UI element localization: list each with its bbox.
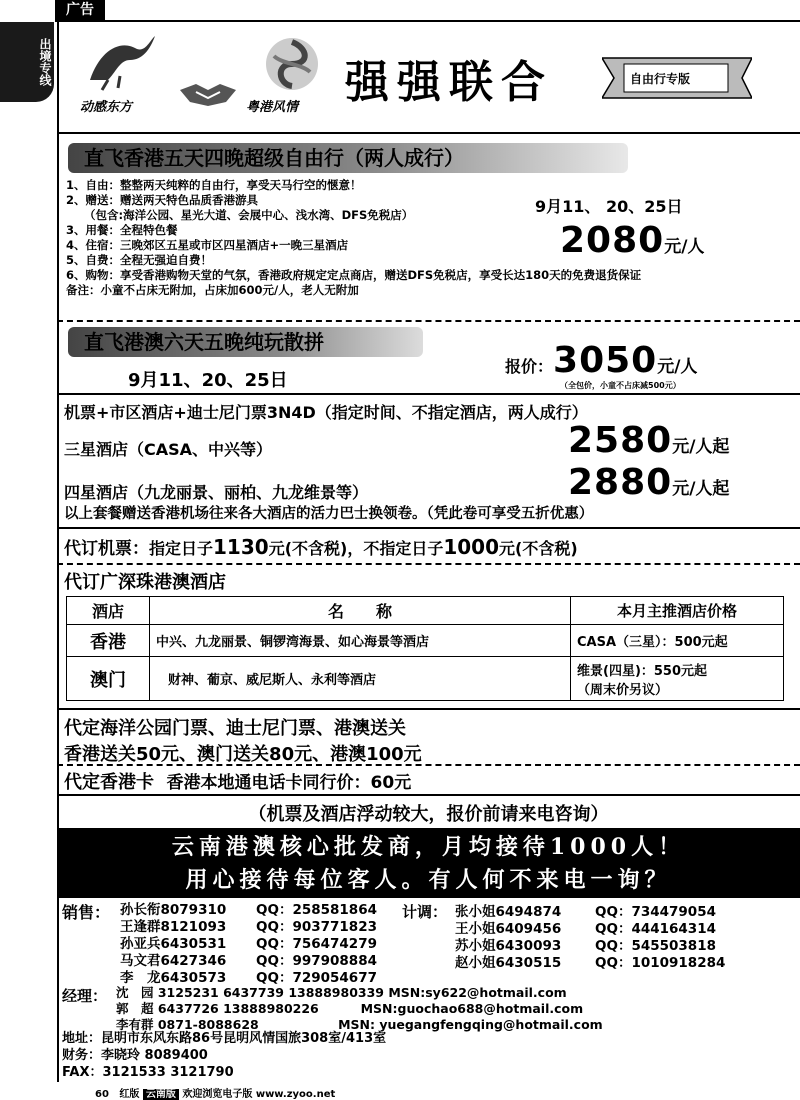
logo2-caption: 粤港风情 bbox=[246, 100, 299, 115]
footer-region: 云南版 bbox=[143, 1089, 179, 1100]
manager-row: 郭 超 6437726 13888980226 MSN:guochao688@hotmail.com bbox=[116, 1001, 584, 1016]
pkg3-unit: 元/人起 bbox=[672, 437, 730, 457]
pkg3-note: 以上套餐赠送香港机场往来各大酒店的活力巴士换领卷。（凭此卷可享受五折优惠） bbox=[64, 506, 594, 522]
sales-list bbox=[120, 902, 377, 987]
footer-site: 欢迎浏览电子版 www.zyoo.net bbox=[182, 1089, 336, 1100]
sales-label: 销售： bbox=[62, 903, 111, 922]
pkg1-title: 直飞香港五天四晚超级自由行（两人成行） bbox=[68, 143, 628, 173]
pkg2-price: 3050 bbox=[553, 340, 658, 381]
planning-list bbox=[455, 904, 725, 972]
pkg1-item: 4、住宿：三晚郊区五星或市区四星酒店+一晚三星酒店 bbox=[66, 238, 349, 252]
contact-row: 孙长衔8079310 QQ：258581864 bbox=[120, 902, 377, 918]
pkg2-price-note: （全包价，小童不占床减500元） bbox=[560, 381, 681, 390]
tickets-title: 代定海洋公园门票、迪士尼门票、港澳送关 bbox=[64, 718, 406, 739]
divider bbox=[57, 794, 800, 796]
pkg1-dates: 9月11、 20、25日 bbox=[535, 197, 683, 216]
pkg3-unit: 元/人起 bbox=[672, 479, 730, 499]
table-row bbox=[67, 625, 784, 657]
card-title: 代定香港卡 bbox=[64, 772, 154, 793]
divider bbox=[57, 132, 800, 134]
manager-row: 沈 园 3125231 6437739 13888980339 MSN:sy622@hotmail.com bbox=[116, 985, 567, 1000]
hotel-names: 财神、葡京、威尼斯人、永利等酒店 bbox=[150, 657, 571, 701]
hotel-city: 香港 bbox=[67, 625, 150, 657]
contact-row: 苏小姐6430093 QQ：545503818 bbox=[455, 938, 716, 954]
ad-tag: 广告 bbox=[55, 0, 105, 20]
dragon-logo-icon bbox=[80, 30, 160, 92]
ribbon-label: 自由行专版 bbox=[630, 72, 691, 86]
pkg3-star3-price-block bbox=[568, 420, 729, 461]
pkg1-item: 备注：小童不占床无附加，占床加600元/人，老人无附加 bbox=[66, 283, 359, 297]
pkg2-price-block bbox=[505, 340, 697, 381]
pkg1-item: （包含:海洋公园、星光大道、会展中心、浅水湾、DFS免税店） bbox=[84, 208, 414, 222]
handshake-icon bbox=[178, 74, 238, 108]
pkg3-star3-price: 2580 bbox=[568, 420, 673, 461]
pkg3-star4: 四星酒店（九龙丽景、丽柏、九龙维景等） bbox=[64, 483, 369, 502]
pkg2-price-label: 报价： bbox=[505, 357, 554, 376]
card-line bbox=[64, 768, 411, 794]
pkg3-star4-price-block bbox=[568, 462, 729, 503]
air-t1: 指定日子 bbox=[149, 539, 214, 558]
table-header-row bbox=[67, 597, 784, 625]
manager-row: 李有群 0871-8088628 MSN: yuegangfengqing@hotmail.com bbox=[116, 1017, 603, 1032]
divider bbox=[57, 527, 800, 529]
air-t2: 元(不含税)，不指定日子 bbox=[268, 539, 444, 558]
air-p2: 1000 bbox=[443, 535, 499, 559]
divider bbox=[57, 393, 800, 395]
divider bbox=[57, 563, 800, 565]
air-t3: 元(不含税) bbox=[499, 539, 578, 558]
hotel-price-cell bbox=[571, 657, 784, 701]
planning-label: 计调： bbox=[402, 903, 448, 921]
divider bbox=[57, 708, 800, 710]
notice: （机票及酒店浮动较大，报价前请来电咨询） bbox=[248, 804, 609, 825]
contact-row: 赵小姐6430515 QQ：1010918284 bbox=[455, 955, 726, 971]
footer-edition: 红版 bbox=[119, 1089, 140, 1100]
fax: FAX：3121533 3121790 bbox=[62, 1065, 234, 1080]
contact-row: 马文君6427346 QQ：997908884 bbox=[120, 953, 377, 969]
contact-row: 王逢群8121093 QQ：903771823 bbox=[120, 919, 377, 935]
finance: 财务：李晓玲 8089400 bbox=[62, 1048, 208, 1063]
pkg1-item: 6、购物：享受香港购物天堂的气氛，香港政府规定定点商店，赠送DFS免税店，享受长达180天的免费退货保证 bbox=[66, 268, 642, 282]
hotel-table bbox=[66, 596, 784, 701]
manager-list bbox=[116, 985, 603, 1033]
pkg1-item: 2、赠送：赠送两天特色品质香港游具 bbox=[66, 193, 258, 207]
hotel-section-title: 代订广深珠港澳酒店 bbox=[64, 572, 226, 593]
hotel-names: 中兴、九龙丽景、铜锣湾海景、如心海景等酒店 bbox=[150, 625, 571, 657]
pkg1-item: 5、自费：全程无强迫自费！ bbox=[66, 253, 213, 267]
slogan-line: 云南港澳核心批发商，月均接待1000人！ bbox=[171, 834, 686, 860]
hotel-price: CASA（三星）：500元起 bbox=[571, 625, 784, 657]
pkg2-dates: 9月11、20、25日 bbox=[128, 370, 288, 391]
pkg2-price-unit: 元/人 bbox=[657, 357, 698, 377]
divider bbox=[57, 764, 800, 766]
hotel-city: 澳门 bbox=[67, 657, 150, 701]
hotel-price-note: （周末价另议） bbox=[577, 682, 669, 698]
pkg3-star4-price: 2880 bbox=[568, 462, 673, 503]
pkg1-price-block bbox=[560, 220, 704, 261]
footer bbox=[95, 1085, 335, 1100]
logo1-caption: 动感东方 bbox=[80, 100, 133, 115]
tickets-line: 香港送关50元、澳门送关80元、港澳100元 bbox=[64, 744, 422, 765]
pkg3-star3: 三星酒店（CASA、中兴等） bbox=[64, 440, 273, 459]
divider bbox=[57, 320, 800, 322]
swirl-logo-icon bbox=[262, 34, 322, 94]
pkg1-item: 1、自由：整整两天纯粹的自由行，享受天马行空的惬意！ bbox=[66, 178, 362, 192]
table-header: 名 称 bbox=[150, 597, 571, 625]
pkg3-title: 机票+市区酒店+迪士尼门票3N4D（指定时间、不指定酒店，两人成行） bbox=[64, 403, 588, 422]
contact-row: 孙亚兵6430531 QQ：756474279 bbox=[120, 936, 377, 952]
manager-label: 经理： bbox=[62, 987, 108, 1005]
table-header: 本月主推酒店价格 bbox=[571, 597, 784, 625]
address: 地址：昆明市东风东路86号昆明风情国旅308室/413室 bbox=[62, 1031, 387, 1046]
contact-row: 王小姐6409456 QQ：444164314 bbox=[455, 921, 716, 937]
brand-title: 强强联合 bbox=[345, 57, 553, 108]
contact-row: 张小姐6494874 QQ：734479054 bbox=[455, 904, 716, 920]
air-label: 代订机票： bbox=[64, 539, 149, 559]
slogan-line: 用心接待每位客人。有人何不来电一询？ bbox=[185, 867, 672, 893]
pkg1-price: 2080 bbox=[560, 220, 665, 261]
pkg1-item: 3、用餐：全程特色餐 bbox=[66, 223, 178, 237]
side-tab: 出境专线 bbox=[0, 22, 54, 102]
pkg1-price-unit: 元/人 bbox=[664, 237, 705, 257]
table-header: 酒店 bbox=[67, 597, 150, 625]
table-row bbox=[67, 657, 784, 701]
pkg2-title: 直飞港澳六天五晚纯玩散拼 bbox=[68, 327, 423, 357]
card-text: 香港本地通电话卡同行价：60元 bbox=[166, 773, 412, 793]
air-ticket-line bbox=[64, 534, 578, 559]
contact-row: 李 龙6430573 QQ：729054677 bbox=[120, 970, 377, 986]
air-p1: 1130 bbox=[213, 535, 269, 559]
slogan-bar bbox=[57, 828, 800, 898]
footer-page: 60 bbox=[95, 1089, 109, 1100]
hotel-price: 维景(四星)：550元起 bbox=[577, 663, 708, 679]
